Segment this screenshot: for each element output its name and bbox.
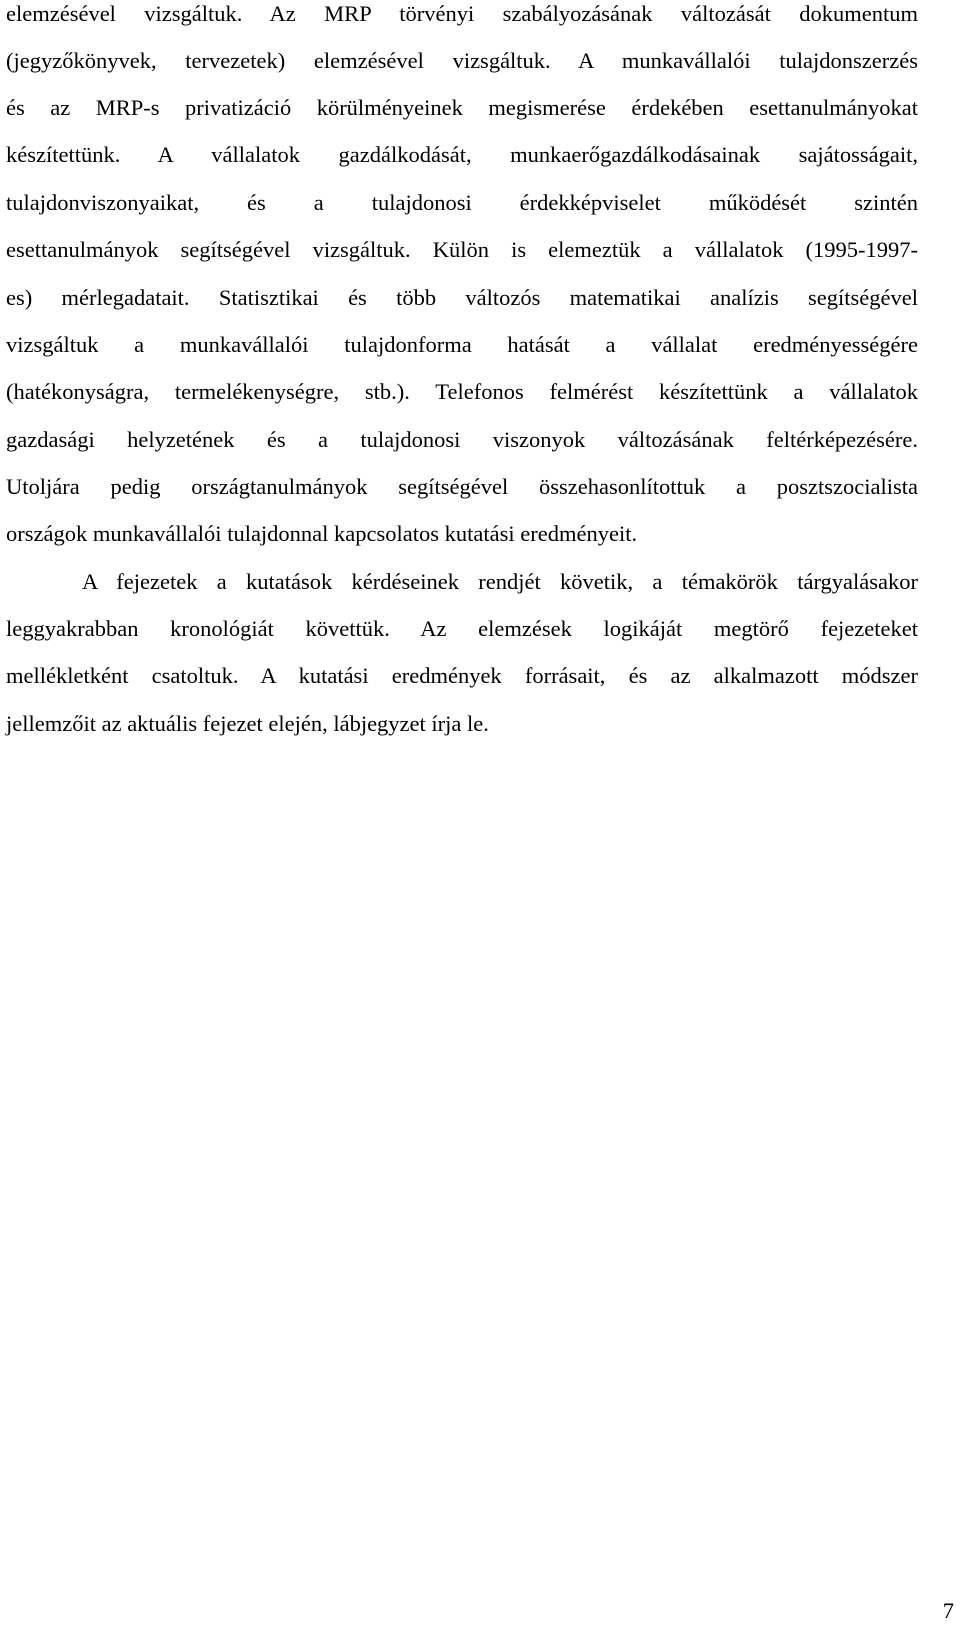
text-line: (jegyzőkönyvek, tervezetek) elemzésével vizsgáltuk. A munkavállalói tulajdonszerzés: [6, 48, 918, 73]
text-line: leggyakrabban kronológiát követtük. Az elemzések logikáját megtörő fejezeteket: [6, 616, 918, 641]
text-line: elemzésével vizsgáltuk. Az MRP törvényi szabályozásának változását dokumentum: [6, 1, 918, 26]
text-line: készítettünk. A vállalatok gazdálkodását, munkaerőgazdálkodásainak sajátosságait,: [6, 142, 918, 167]
text-line: és az MRP-s privatizáció körülményeinek megismerése érdekében esettanulmányokat: [6, 95, 918, 120]
text-line: jellemzőit az aktuális fejezet elején, lábjegyzet írja le.: [6, 711, 489, 736]
text-line: gazdasági helyzetének és a tulajdonosi viszonyok változásának feltérképezésére.: [6, 427, 918, 452]
text-line: tulajdonviszonyaikat, és a tulajdonosi érdekképviselet működését szintén: [6, 190, 918, 215]
text-line: esettanulmányok segítségével vizsgáltuk. Külön is elemeztük a vállalatok (1995-1997-: [6, 237, 918, 262]
text-line: (hatékonyságra, termelékenységre, stb.). Telefonos felmérést készítettünk a vállalatok: [6, 379, 918, 404]
text-line: országok munkavállalói tulajdonnal kapcsolatos kutatási eredményeit.: [6, 521, 638, 546]
text-line: Utoljára pedig országtanulmányok segítségével összehasonlítottuk a posztszocialista: [6, 474, 918, 499]
text-line: vizsgáltuk a munkavállalói tulajdonforma hatását a vállalat eredményességére: [6, 332, 918, 357]
text-line: A fejezetek a kutatások kérdéseinek rendjét követik, a témakörök tárgyalásakor: [82, 569, 918, 594]
text-line: es) mérlegadatait. Statisztikai és több változós matematikai analízis segítségével: [6, 285, 918, 310]
text-line: mellékletként csatoltuk. A kutatási eredmények forrásait, és az alkalmazott módszer: [6, 663, 918, 688]
page-number: 7: [942, 1598, 954, 1623]
